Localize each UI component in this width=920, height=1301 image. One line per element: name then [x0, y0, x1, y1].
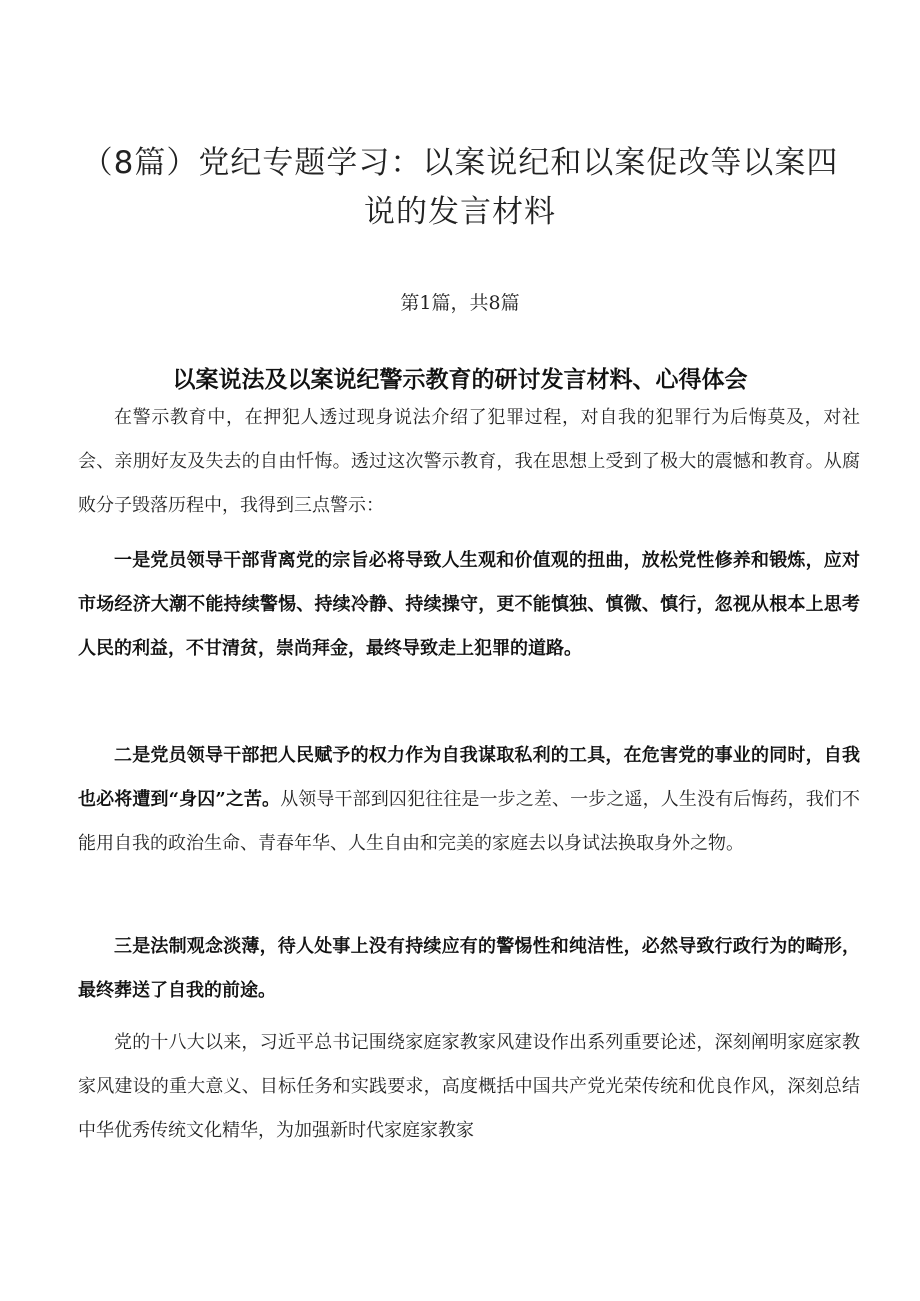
body-paragraph-warning-1: 一是党员领导干部背离党的宗旨必将导致人生观和价值观的扭曲，放松党性修养和锻炼，应对市场经济大潮不能持续警惕、持续冷静、持续操守，更不能慎独、慎微、慎行，忽视从根本上思考人民的利益，不甘清贫，崇尚拜金，最终导致走上犯罪的道路。	[78, 550, 860, 659]
body-paragraph-intro: 在警示教育中，在押犯人透过现身说法介绍了犯罪过程，对自我的犯罪行为后悔莫及，对社会、亲朋好友及失去的自由忏悔。透过这次警示教育，我在思想上受到了极大的震憾和教育。从腐败分子毁落历程中，我得到三点警示：	[78, 407, 860, 516]
warning-2-body: 从领导干部到囚犯往往是一步之差、一步之遥，人生没有后悔药，我们不能用自我的政治生命、青春年华、人生自由和完美的家庭去以身试法换取身外之物。	[78, 789, 860, 854]
body-paragraph-warning-3: 三是法制观念淡薄，待人处事上没有持续应有的警惕性和纯洁性，必然导致行政行为的畸形，最终葬送了自我的前途。	[78, 936, 860, 1001]
part-indicator: 第1篇，共8篇	[400, 292, 520, 314]
body-paragraph-family-values: 党的十八大以来，习近平总书记围绕家庭家教家风建设作出系列重要论述，深刻阐明家庭家教家风建设的重大意义、目标任务和实践要求，高度概括中国共产党光荣传统和优良作风，深刻总结中华优秀传统文化精华，为加强新时代家庭家教家	[78, 1032, 860, 1141]
warning-2-lead: 二是党员领导干部把人民赋予的权力作为自我谋取私利的工具，在危害党的事业的同时，自我也必将遭到“身囚”之苦。	[78, 745, 860, 810]
document-title: （8篇）党纪专题学习：以案说纪和以案促改等以案四说的发言材料	[81, 144, 839, 230]
body-paragraph-warning-2	[78, 734, 860, 866]
section-heading: 以案说法及以案说纪警示教育的研讨发言材料、心得体会	[172, 367, 748, 394]
